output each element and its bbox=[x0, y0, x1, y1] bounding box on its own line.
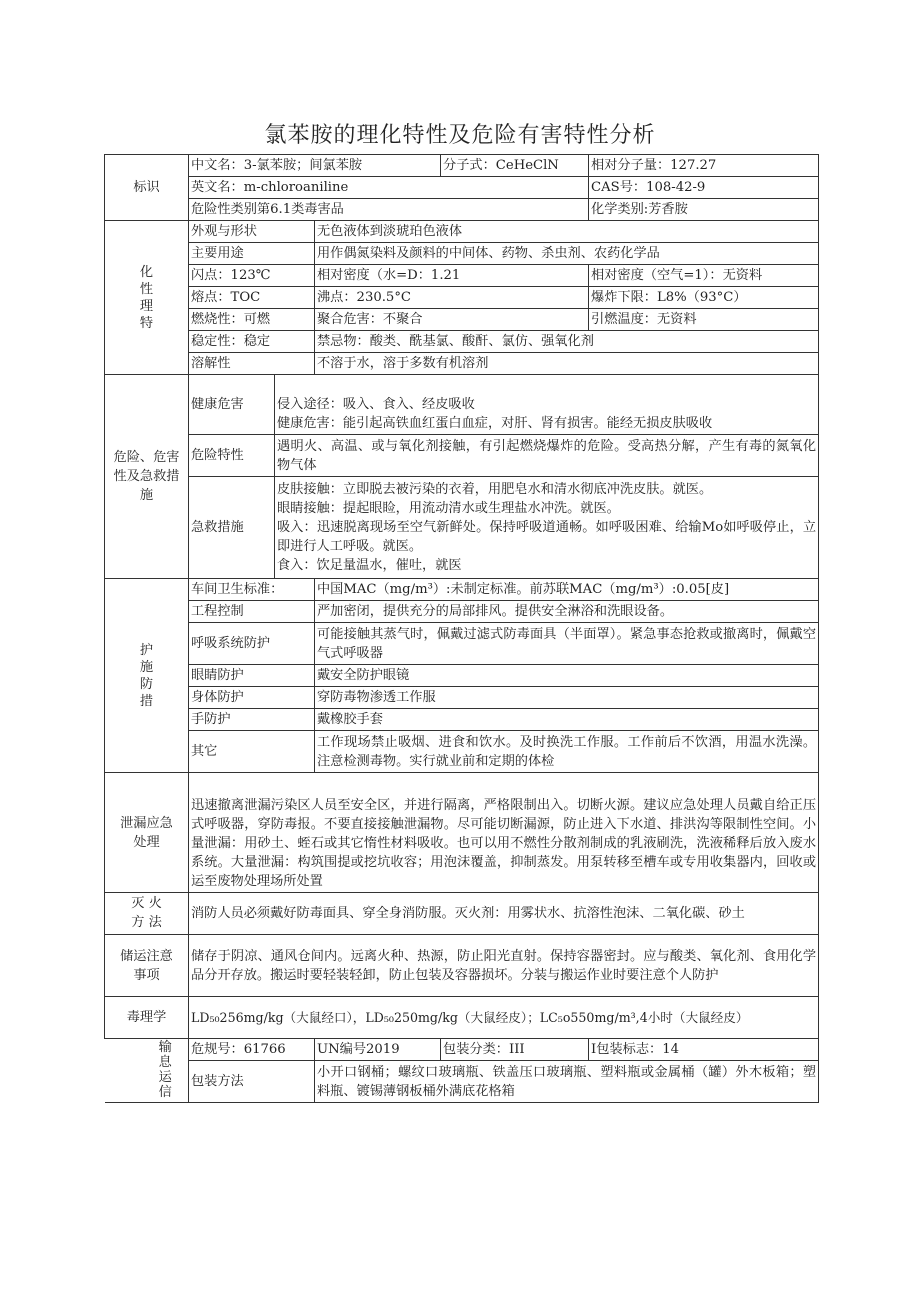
appearance-label: 外观与形状 bbox=[189, 221, 315, 243]
leak-value: 迅速撤离泄漏污染区人员至安全区，并进行隔离，严格限制出入。切断火源。建议应急处理人员戴自给正压式呼吸器，穿防毒报。不要直接接触泄漏物。尽可能切断漏源，防止进入下水道、排洪沟等限制性空间。小量泄漏：用砂土、蛭石或其它惰性材料吸收。也可以用不燃性分散剂制成的乳液刷洗，洗液稀释后放入废水系统。大量泄漏：构筑围提或挖坑收容；用泡沫覆盖，抑制蒸发。用泵转移至槽车或专用收集器内，回收或运至废物处理场所处置 bbox=[189, 773, 819, 893]
incompatible: 禁忌物：酸类、酰基氯、酸酐、氯仿、强氧化剂 bbox=[315, 331, 819, 353]
section-storage: 储运注意事项 bbox=[105, 935, 189, 997]
health-value: 侵入途径：吸入、食入、经皮吸收 健康危害：能引起高铁血红蛋白血症，对肝、肾有损害。能经无损皮肤吸收 bbox=[275, 375, 819, 435]
hygiene-label: 车间卫生标准： bbox=[189, 579, 315, 601]
section-ident: 标识 bbox=[105, 155, 189, 221]
boiling-point: 沸点：230.5°C bbox=[315, 287, 589, 309]
hand-protect-label: 手防护 bbox=[189, 709, 315, 731]
solubility-label: 溶解性 bbox=[189, 353, 315, 375]
hygiene-value: 中国MAC（mg/m³）:未制定标准。前苏联MAC（mg/m³）:0.05[皮] bbox=[315, 579, 819, 601]
cn-name: 中文名：3-氯苯胺；间氯苯胺 bbox=[189, 155, 441, 177]
engineering-value: 严加密闭，提供充分的局部排风。提供安全淋浴和洗眼设备。 bbox=[315, 601, 819, 623]
hazard-class: 危险性类别第6.1类毒害品 bbox=[189, 199, 589, 221]
ignition-temp: 引燃温度：无资料 bbox=[589, 309, 819, 331]
density-air: 相对密度（空气=1）：无资料 bbox=[589, 265, 819, 287]
hand-protect-value: 戴橡胶手套 bbox=[315, 709, 819, 731]
pack-mark: I包装标志：14 bbox=[589, 1039, 819, 1061]
en-name: 英文名：m-chloroaniline bbox=[189, 177, 589, 199]
danger-number: 危规号：61766 bbox=[189, 1039, 315, 1061]
health-label: 健康危害 bbox=[189, 375, 275, 435]
use-value: 用作偶氮染料及颜料的中间体、药物、杀虫剂、农药化学品 bbox=[315, 243, 819, 265]
formula: 分子式：CeHeClN bbox=[441, 155, 589, 177]
section-leak: 泄漏应急处理 bbox=[105, 773, 189, 893]
storage-value: 储存于阴凉、通风仓间内。远离火种、热源，防止阳光直射。保持容器密封。应与酸类、氧化剂、食用化学品分开存放。搬运时要轻装轻卸，防止包装及容器损坏。分装与搬运作业时要注意个人防护 bbox=[189, 935, 819, 997]
respiratory-label: 呼吸系统防护 bbox=[189, 623, 315, 665]
section-hazard: 危险、危害性及急救措施 bbox=[105, 375, 189, 579]
cas-number: CAS号：108-42-9 bbox=[589, 177, 819, 199]
other-value: 工作现场禁止吸烟、进食和饮水。及时换洗工作服。工作前后不饮酒，用温水洗澡。注意检测毒物。实行就业前和定期的体检 bbox=[315, 731, 819, 773]
explosion-limit: 爆炸下限：L8%（93°C） bbox=[589, 287, 819, 309]
engineering-label: 工程控制 bbox=[189, 601, 315, 623]
pack-method-label: 包装方法 bbox=[189, 1061, 315, 1103]
molecular-weight: 相对分子量：127.27 bbox=[589, 155, 819, 177]
first-aid-label: 急救措施 bbox=[189, 477, 275, 579]
other-label: 其它 bbox=[189, 731, 315, 773]
section-tox: 毒理学 bbox=[105, 997, 189, 1039]
pack-method-value: 小开口钢桶；螺纹口玻璃瓶、铁盖压口玻璃瓶、塑料瓶或金属桶（罐）外木板箱；塑料瓶、镀锡薄钢板桶外满底花格箱 bbox=[315, 1061, 819, 1103]
body-protect-label: 身体防护 bbox=[189, 687, 315, 709]
msds-table bbox=[104, 154, 819, 1103]
melting-point: 熔点：TOC bbox=[189, 287, 315, 309]
chem-class: 化学类别:芳香胺 bbox=[589, 199, 819, 221]
eye-protect-label: 眼睛防护 bbox=[189, 665, 315, 687]
section-fire: 灭 火 方 法 bbox=[105, 893, 189, 935]
solubility-value: 不溶于水，溶于多数有机溶剂 bbox=[315, 353, 819, 375]
un-number: UN编号2019 bbox=[315, 1039, 441, 1061]
eye-protect-value: 戴安全防护眼镜 bbox=[315, 665, 819, 687]
danger-value: 遇明火、高温、或与氧化剂接触，有引起燃烧爆炸的危险。受高热分解，产生有毒的氮氧化物气体 bbox=[275, 435, 819, 477]
first-aid-value: 皮肤接触：立即脱去被污染的衣着，用肥皂水和清水彻底冲洗皮肤。就医。 眼睛接触：提起眼睑，用流动清水或生理盐水冲洗。就医。 吸入：迅速脱离现场至空气新鲜处。保持呼吸道通畅。如呼吸困难、给输Mo如呼吸停止，立即进行人工呼吸。就医。 食入：饮足量温水，催吐，就医 bbox=[275, 477, 819, 579]
tox-value: LD₅₀256mg/kg（大鼠经口），LD₅₀250mg/kg（大鼠经皮）；LC₅o550mg/m³,4小时（大鼠经皮） bbox=[189, 997, 819, 1039]
density-water: 相对密度（水=D：1.21 bbox=[315, 265, 589, 287]
document-title: 氯苯胺的理化特性及危险有害特性分析 bbox=[264, 123, 656, 148]
section-transport: 输 息 运 信 bbox=[105, 1039, 189, 1103]
respiratory-value: 可能接触其蒸气时，佩戴过滤式防毒面具（半面罩）。紧急事态抢救或撤离时，佩戴空气式呼吸器 bbox=[315, 623, 819, 665]
danger-label: 危险特性 bbox=[189, 435, 275, 477]
polymerization: 聚合危害：不聚合 bbox=[315, 309, 589, 331]
pack-class: 包装分类：III bbox=[441, 1039, 589, 1061]
flash-point: 闪点：123℃ bbox=[189, 265, 315, 287]
use-label: 主要用途 bbox=[189, 243, 315, 265]
body-protect-value: 穿防毒物渗透工作服 bbox=[315, 687, 819, 709]
appearance-value: 无色液体到淡琥珀色液体 bbox=[315, 221, 819, 243]
fire-value: 消防人员必须戴好防毒面具、穿全身消防服。灭火剂：用雾状水、抗溶性泡沫、二氧化碳、砂土 bbox=[189, 893, 819, 935]
section-protect: 护 施 防 措 bbox=[105, 579, 189, 773]
flammability: 燃烧性：可燃 bbox=[189, 309, 315, 331]
section-phys: 化 性 理 特 bbox=[105, 221, 189, 375]
stability: 稳定性：稳定 bbox=[189, 331, 315, 353]
